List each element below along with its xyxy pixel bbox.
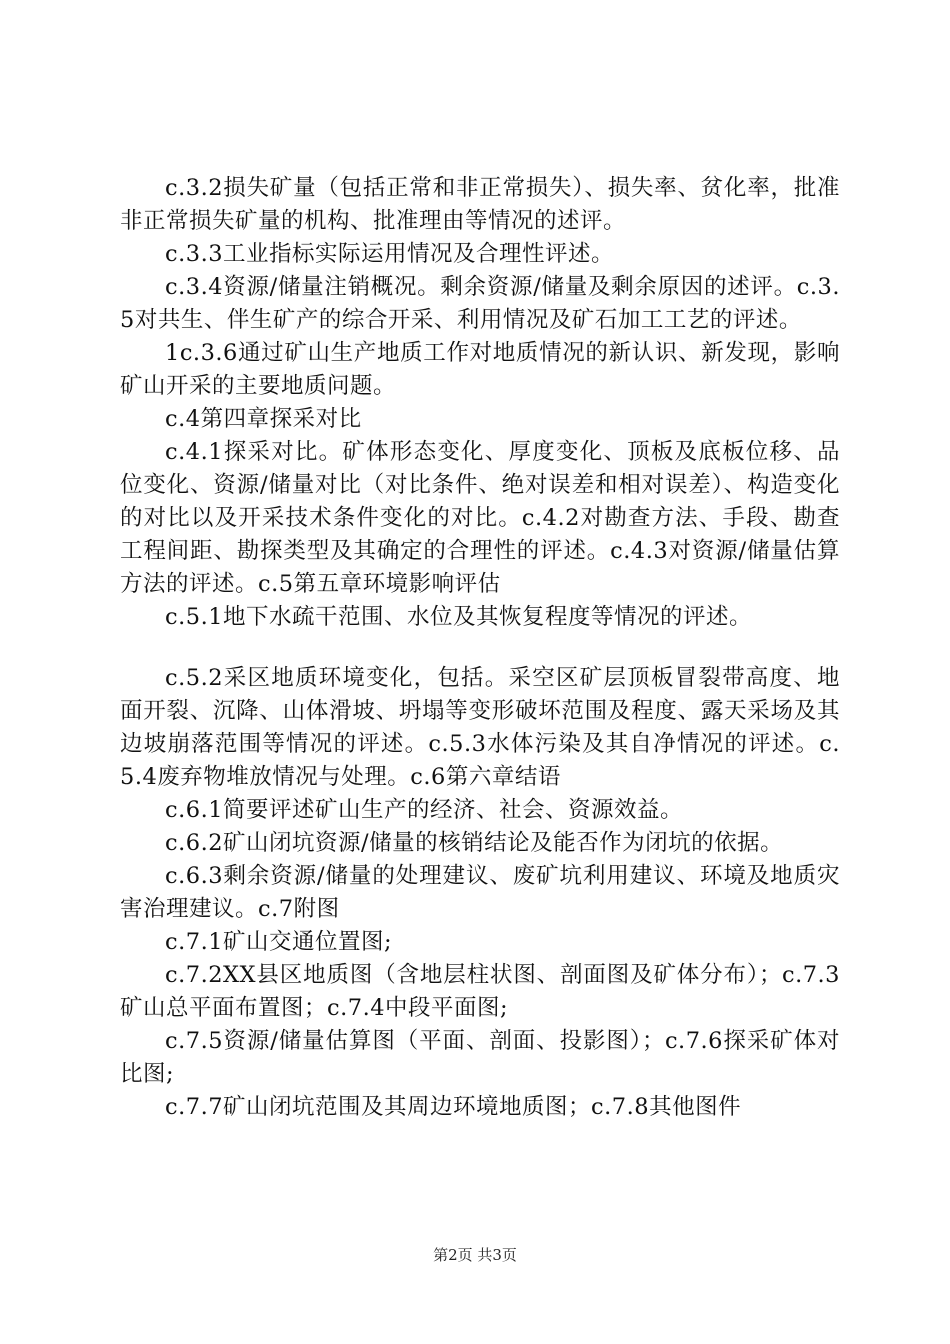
paragraph-7-5: c.7.5资源/储量估算图（平面、剖面、投影图）；c.7.6探采矿体对比图;: [120, 1028, 840, 1087]
paragraph-6-2: c.6.2矿山闭坑资源/储量的核销结论及能否作为闭坑的依据。: [165, 830, 784, 856]
paragraph-5-2: c.5.2采区地质环境变化，包括。采空区矿层顶板冒裂带高度、地面开裂、沉降、山体滑坡、坍塌等变形破坏范围及程度、露天采场及其边坡崩落范围等情况的评述。c.5.3水体污染及其自净情况的评述。c.5.4废弃物堆放情况与处理。c.6第六章结语: [120, 665, 840, 790]
paragraph-7-2: c.7.2XX县区地质图（含地层柱状图、剖面图及矿体分布）；c.7.3矿山总平面布置图；c.7.4中段平面图;: [120, 962, 840, 1021]
paragraph-7-1: c.7.1矿山交通位置图;: [165, 929, 393, 955]
paragraph-5-1: c.5.1地下水疏干范围、水位及其恢复程度等情况的评述。: [165, 604, 753, 630]
paragraph-6-1: c.6.1简要评述矿山生产的经济、社会、资源效益。: [165, 797, 684, 823]
paragraph-3-4: c.3.4资源/储量注销概况。剩余资源/储量及剩余原因的述评。c.3.5对共生、伴生矿产的综合开采、利用情况及矿石加工工艺的评述。: [120, 274, 840, 333]
page-footer: 第2页 共3页: [433, 1246, 517, 1264]
paragraph-4-1: c.4.1探采对比。矿体形态变化、厚度变化、顶板及底板位移、品位变化、资源/储量对比（对比条件、绝对误差和相对误差）、构造变化的对比以及开采技术条件变化的对比。c.4.2对勘查方法、手段、勘查工程间距、勘探类型及其确定的合理性的评述。c.4.3对资源/储量估算方法的评述。c.5第五章环境影响评估: [120, 439, 840, 597]
paragraph-7-7: c.7.7矿山闭坑范围及其周边环境地质图；c.7.8其他图件: [165, 1094, 742, 1120]
chapter-4-heading: c.4第四章探采对比: [165, 406, 362, 432]
paragraph-3-3: c.3.3工业指标实际运用情况及合理性评述。: [165, 241, 615, 267]
paragraph-6-3: c.6.3剩余资源/储量的处理建议、废矿坑利用建议、环境及地质灾害治理建议。c.7附图: [120, 863, 840, 922]
document-body: [120, 172, 840, 1124]
paragraph-3-2: c.3.2损失矿量（包括正常和非正常损失）、损失率、贫化率，批准非正常损失矿量的机构、批准理由等情况的述评。: [120, 175, 840, 234]
paragraph-3-6: 1c.3.6通过矿山生产地质工作对地质情况的新认识、新发现，影响矿山开采的主要地质问题。: [120, 340, 840, 399]
